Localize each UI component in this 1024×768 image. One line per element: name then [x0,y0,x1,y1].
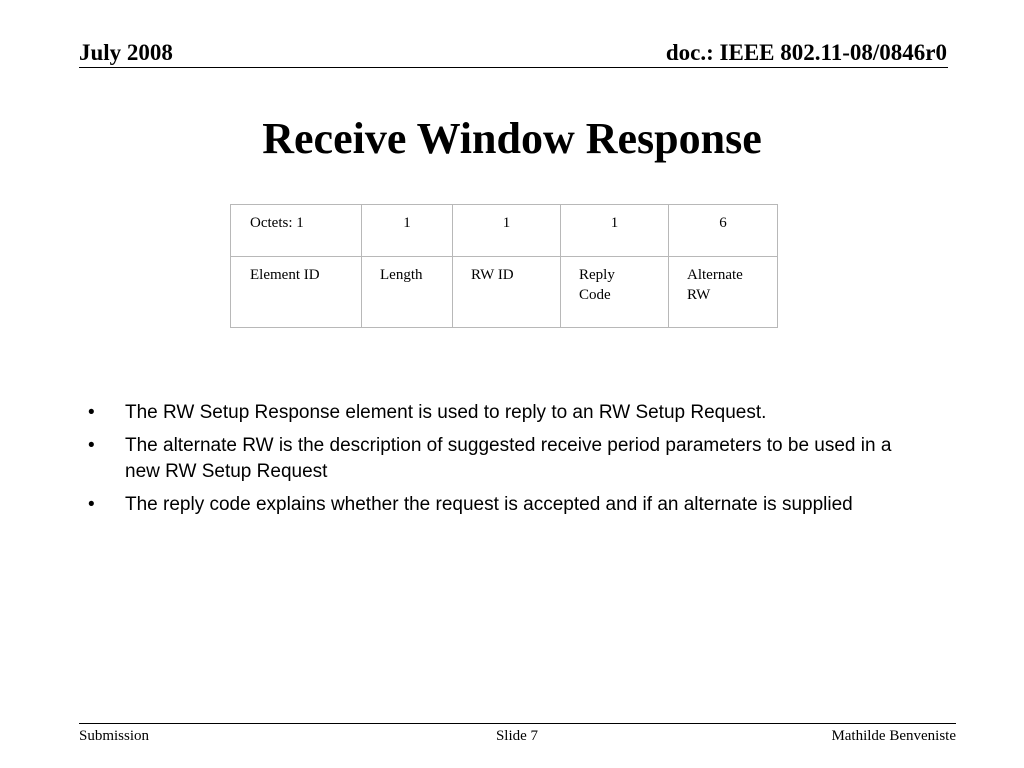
slide-title: Receive Window Response [262,114,762,163]
field-rw-id [453,257,561,328]
bullet-list [88,400,928,525]
bullet-item [88,492,928,518]
field-name-line: Length [380,267,423,283]
footer-rule [79,723,956,724]
field-length [362,257,453,328]
bullet-dot-icon: • [88,494,95,515]
octets-row [231,205,778,257]
bullet-item [88,433,928,485]
header-doc-id: doc.: IEEE 802.11-08/0846r0 [665,40,947,65]
bullet-dot-icon: • [88,402,95,423]
field-names-row [231,257,778,328]
element-format-table [230,204,778,328]
bullet-item [88,400,928,426]
field-name-line: Element ID [250,267,320,283]
field-name-line: Code [579,287,611,303]
octets-cell: 1 [561,205,669,257]
footer-submission: Submission [79,728,150,744]
header-date: July 2008 [79,40,173,65]
octets-cell: 1 [453,205,561,257]
bullet-text: The reply code explains whether the request is accepted and if an alternate is supplied [125,494,853,515]
field-element-id [231,257,362,328]
header-rule [79,67,948,68]
field-alternate-rw [669,257,778,328]
octets-cell: 1 [362,205,453,257]
field-name-line: Alternate [687,267,743,283]
footer-slide-number: Slide 7 [495,728,539,744]
octets-cell: 6 [669,205,778,257]
field-name-line: RW [687,287,711,303]
field-reply-code [561,257,669,328]
bullet-text: The RW Setup Response element is used to reply to an RW Setup Request. [125,402,767,423]
octets-cell: Octets: 1 [231,205,362,257]
footer-author: Mathilde Benveniste [831,728,956,744]
field-name-line: Reply [579,267,615,283]
field-name-line: RW ID [471,267,514,283]
bullet-dot-icon: • [88,435,95,456]
bullet-text: The alternate RW is the description of suggested receive period parameters to be used in a new RW Setup Request [125,435,892,482]
